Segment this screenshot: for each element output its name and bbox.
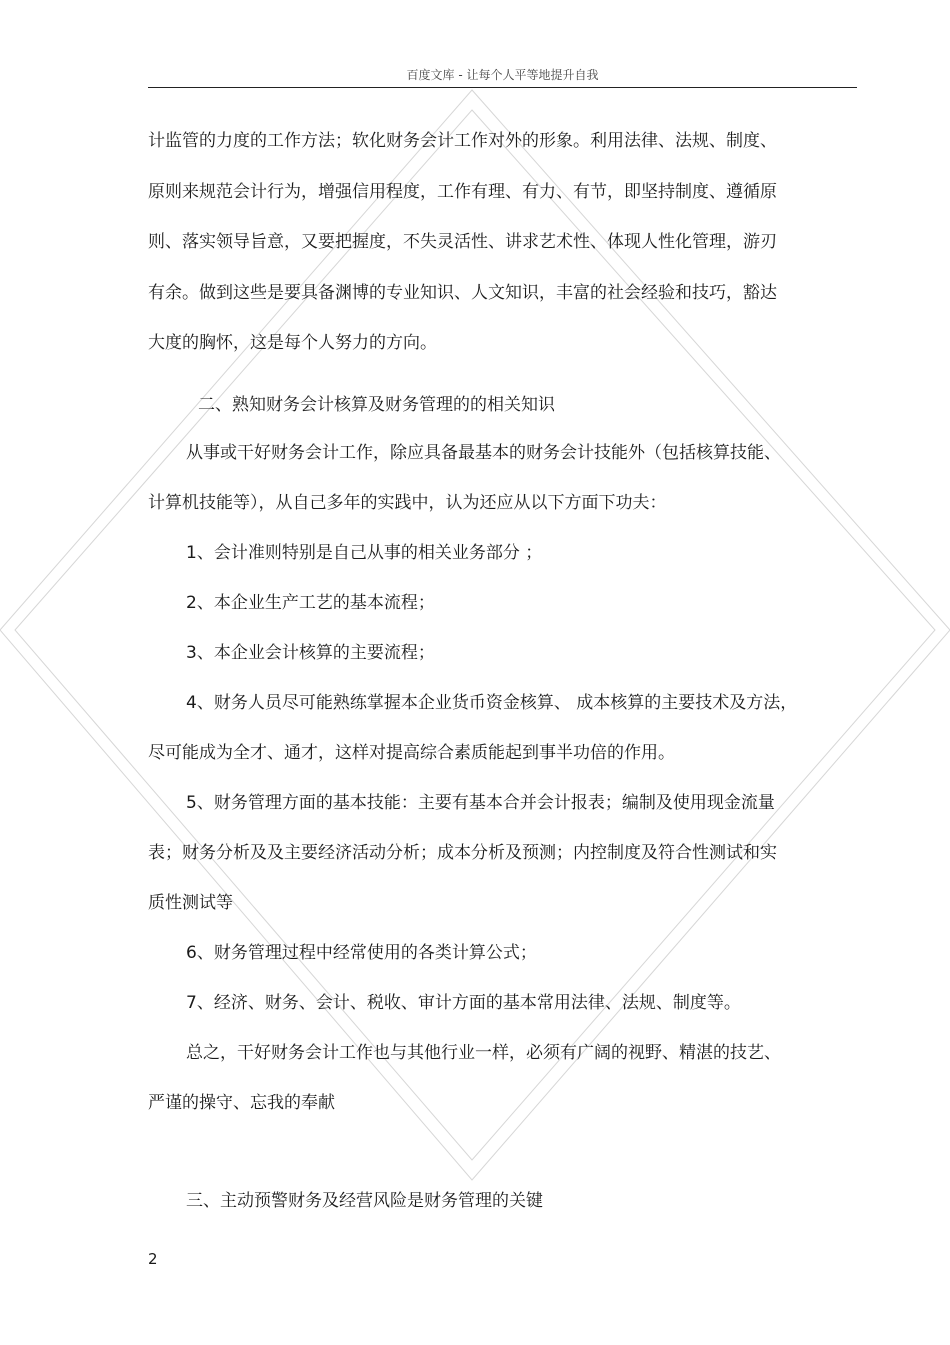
page-number: 2 — [148, 1250, 158, 1268]
header-divider — [148, 87, 857, 88]
body-line: 总之，干好财务会计工作也与其他行业一样，必须有广阔的视野、精湛的技艺、 — [186, 1043, 781, 1063]
body-line: 有余。做到这些是要具备渊博的专业知识、人文知识，丰富的社会经验和技巧，豁达 — [148, 283, 777, 303]
list-item: 3、本企业会计核算的主要流程； — [186, 643, 435, 663]
list-item: 2、本企业生产工艺的基本流程； — [186, 593, 435, 613]
page-header: 百度文库 - 让每个人平等地提升自我 — [406, 68, 599, 82]
body-line: 质性测试等 — [148, 893, 233, 913]
section-heading: 二、熟知财务会计核算及财务管理的的相关知识 — [198, 395, 555, 415]
body-line: 尽可能成为全才、通才，这样对提高综合素质能起到事半功倍的作用。 — [148, 743, 675, 763]
body-line: 从事或干好财务会计工作，除应具备最基本的财务会计技能外（包括核算技能、 — [186, 443, 781, 463]
body-line: 表；财务分析及及主要经济活动分析；成本分析及预测；内控制度及符合性测试和实 — [148, 843, 777, 863]
list-item: 4、财务人员尽可能熟练掌握本企业货币资金核算、 成本核算的主要技术及方法， — [186, 693, 798, 713]
body-line: 严谨的操守、忘我的奉献 — [148, 1093, 335, 1113]
body-line: 原则来规范会计行为，增强信用程度，工作有理、有力、有节，即坚持制度、遵循原 — [148, 182, 777, 202]
body-line: 计算机技能等），从自己多年的实践中，认为还应从以下方面下功夫： — [148, 493, 667, 513]
body-line: 则、落实领导旨意，又要把握度，不失灵活性、讲求艺术性、体现人性化管理，游刃 — [148, 232, 777, 252]
list-item: 7、经济、财务、会计、税收、审计方面的基本常用法律、法规、制度等。 — [186, 993, 741, 1013]
list-item: 1、会计准则特别是自己从事的相关业务部分 ； — [186, 543, 543, 563]
body-line: 大度的胸怀，这是每个人努力的方向。 — [148, 333, 437, 353]
list-item: 5、财务管理方面的基本技能：主要有基本合并会计报表；编制及使用现金流量 — [186, 793, 775, 813]
section-heading: 三、主动预警财务及经营风险是财务管理的关键 — [186, 1191, 543, 1211]
body-line: 计监管的力度的工作方法；软化财务会计工作对外的形象。利用法律、法规、制度、 — [148, 131, 777, 151]
list-item: 6、财务管理过程中经常使用的各类计算公式； — [186, 943, 537, 963]
